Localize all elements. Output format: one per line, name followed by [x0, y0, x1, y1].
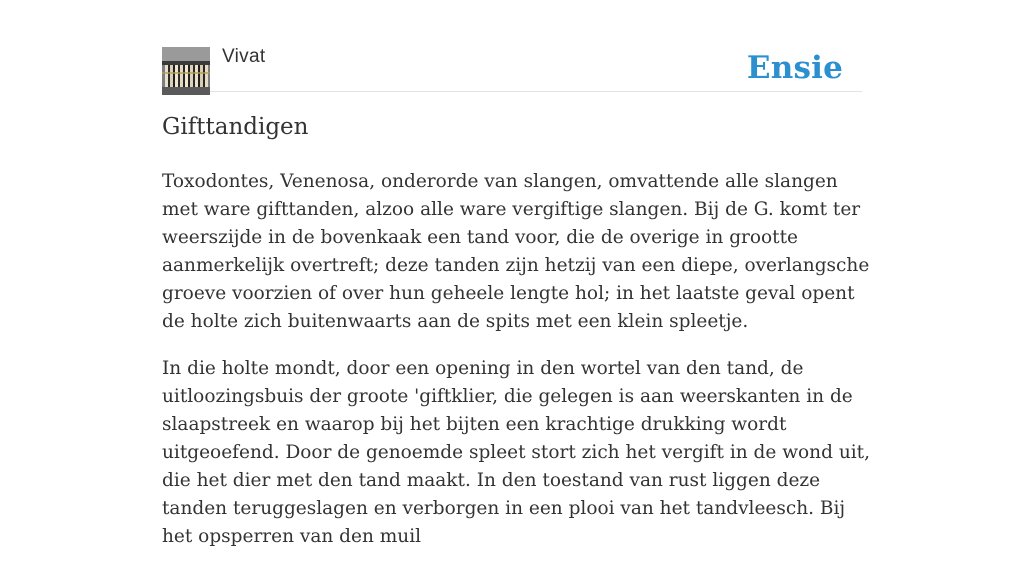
author-avatar[interactable] — [162, 47, 210, 95]
header — [162, 46, 862, 92]
paragraph: In die holte mondt, door een opening in den wortel van den tand, de uitloozingsbuis der groote 'giftklier, die gelegen is aan weerskanten in de slaapstreek en waarop bij het bijten een krachtige drukking wordt uitgeoefend. Door de genoemde spleet stort zich het vergift in de wond uit, die het dier met den tand maakt. In den toestand van rust liggen deze tanden teruggeslagen en verborgen in een plooi van het tandvleesch. Bij het opsperren van den muil — [162, 358, 870, 547]
article-body — [162, 168, 872, 570]
brand-logo[interactable]: Ensie — [746, 50, 843, 86]
books-photo-icon — [162, 47, 210, 95]
author-name[interactable]: Vivat — [222, 46, 266, 67]
article-title: Gifttandigen — [162, 114, 309, 140]
paragraph: Toxodontes, Venenosa, onderorde van slangen, omvattende alle slangen met ware gifttanden, alzoo alle ware vergiftige slangen. Bij de G. komt ter weerszijde in de bovenkaak een tand voor, die de overige in grootte aanmerkelijk overtreft; deze tanden zijn hetzij van een diepe, overlangsche groeve voorzien of over hun geheele lengte hol; in het laatste geval opent de holte zich buitenwaarts aan de spits met een klein spleetje. — [162, 171, 870, 332]
